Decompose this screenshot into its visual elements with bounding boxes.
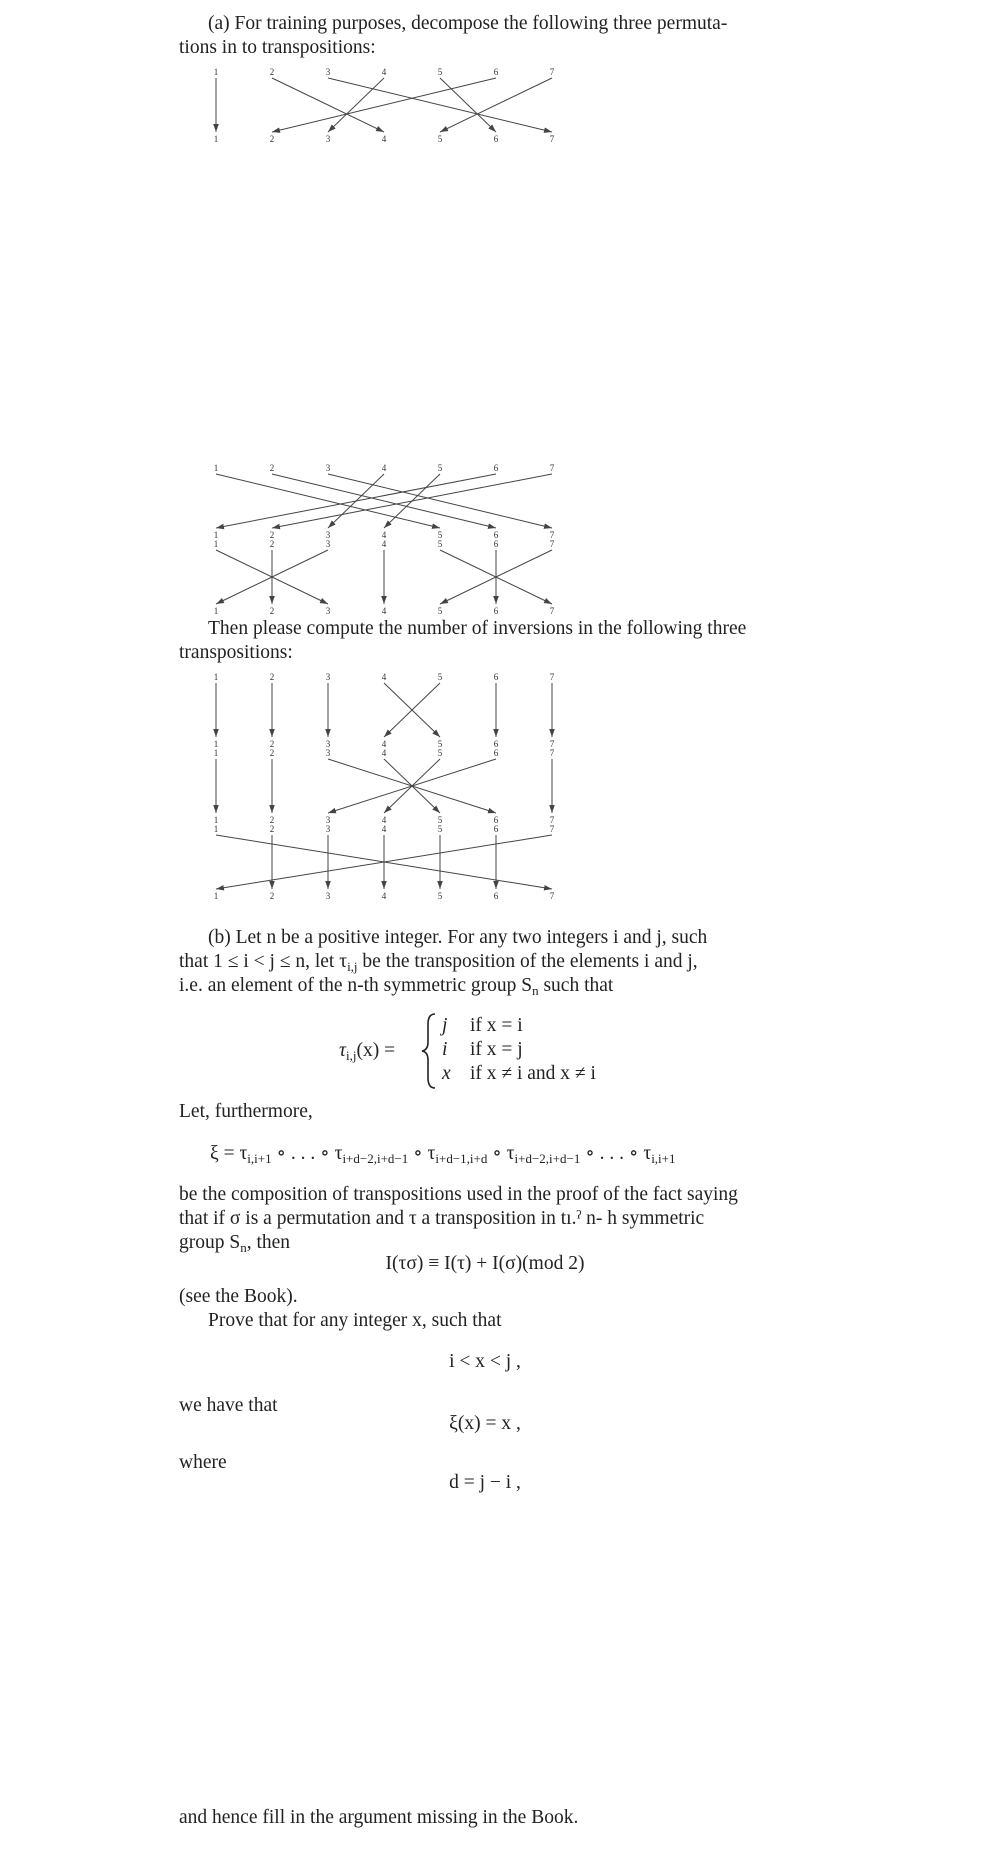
node-label-bottom: 4 (381, 891, 387, 901)
transposition-diagram-3 (0, 823, 995, 903)
part-a-line1: (a) For training purposes, decompose the following three permuta- (208, 13, 728, 34)
xi-fixed-formula: ξ(x) = x , (449, 1413, 521, 1434)
node-label-bottom: 4 (381, 739, 387, 749)
node-label-top: 7 (549, 463, 555, 473)
node-label-top: 3 (325, 748, 331, 758)
node-label-top: 6 (493, 748, 499, 758)
node-label-bottom: 1 (213, 815, 219, 825)
furthermore-text: Let, furthermore, (179, 1101, 313, 1122)
node-label-bottom: 4 (381, 606, 387, 616)
tau-definition-lhs: $\tau_{i,j}(x)$ = (339, 1040, 396, 1063)
case-condition: if x = j (470, 1039, 523, 1060)
node-label-bottom: 1 (213, 891, 219, 901)
node-label-top: 3 (325, 463, 331, 473)
node-label-bottom: 4 (381, 530, 387, 540)
node-label-bottom: 4 (381, 815, 387, 825)
node-label-top: 2 (269, 539, 275, 549)
node-label-top: 1 (213, 824, 219, 834)
node-label-top: 6 (493, 672, 499, 682)
prove-text: Prove that for any integer x, such that (208, 1310, 502, 1331)
mapping-arrow (272, 474, 496, 528)
node-label-top: 3 (325, 67, 331, 77)
node-label-top: 4 (381, 672, 387, 682)
node-label-top: 7 (549, 539, 555, 549)
where-text: where (179, 1452, 227, 1473)
xi-operator: ∘ . . . ∘ τ (580, 1143, 652, 1164)
node-label-bottom: 6 (493, 606, 499, 616)
xi-operator: ∘ τ (487, 1143, 515, 1164)
node-label-top: 5 (437, 748, 443, 758)
case-value: x (442, 1063, 451, 1084)
part-a-mid-line2: transpositions: (179, 642, 293, 663)
part-b-line2: that 1 ≤ i < j ≤ n, let $\tau_{i,j}$ be the transposition of the elements i and j, (179, 951, 698, 974)
xi-operator: ∘ τ (408, 1143, 436, 1164)
node-label-bottom: 3 (325, 739, 331, 749)
node-label-bottom: 5 (437, 606, 443, 616)
closing-text: and hence fill in the argument missing in the Book. (179, 1807, 579, 1828)
node-label-bottom: 3 (325, 815, 331, 825)
part-b-p2-line2: that if σ is a permutation and τ a transposition in tı.ˀ n- h symmetric (179, 1208, 705, 1229)
node-label-top: 6 (493, 824, 499, 834)
mapping-arrow (328, 78, 384, 132)
transposition-diagram-2 (0, 747, 995, 827)
node-label-bottom: 7 (549, 891, 555, 901)
node-label-top: 5 (437, 672, 443, 682)
xi-subscript: i,i+1 (651, 1151, 676, 1166)
node-label-bottom: 1 (213, 134, 219, 144)
part-b-p2-line3: group $S_n$, then (179, 1232, 291, 1255)
node-label-top: 5 (437, 824, 443, 834)
node-label-bottom: 6 (493, 134, 499, 144)
case-condition: if x = i (470, 1015, 523, 1036)
node-label-top: 4 (381, 539, 387, 549)
node-label-bottom: 7 (549, 815, 555, 825)
node-label-top: 4 (381, 824, 387, 834)
mapping-arrow (440, 78, 552, 132)
xi-subscript: i,i+1 (247, 1151, 272, 1166)
node-label-bottom: 7 (549, 134, 555, 144)
part-b-line1: (b) Let n be a positive integer. For any two integers i and j, such (208, 927, 708, 948)
case-condition: if x ≠ i and x ≠ i (470, 1063, 596, 1084)
d-definition-formula: d = j − i , (449, 1472, 521, 1493)
node-label-top: 7 (549, 672, 555, 682)
node-label-top: 4 (381, 463, 387, 473)
case-value: i (442, 1039, 448, 1060)
permutation-diagram-3 (0, 538, 995, 618)
node-label-bottom: 2 (269, 891, 275, 901)
node-label-top: 4 (381, 67, 387, 77)
node-label-bottom: 5 (437, 134, 443, 144)
part-a-line2: tions in to transpositions: (179, 37, 376, 58)
node-label-bottom: 5 (437, 739, 443, 749)
node-label-top: 7 (549, 748, 555, 758)
mapping-arrow (216, 474, 496, 528)
node-label-top: 3 (325, 539, 331, 549)
node-label-bottom: 3 (325, 134, 331, 144)
mapping-arrow (328, 78, 552, 132)
node-label-top: 6 (493, 539, 499, 549)
node-label-bottom: 5 (437, 815, 443, 825)
part-a-mid-line1: Then please compute the number of inversions in the following three (208, 618, 747, 639)
node-label-bottom: 1 (213, 739, 219, 749)
inequality-formula: i < x < j , (449, 1351, 521, 1372)
node-label-bottom: 1 (213, 606, 219, 616)
node-label-bottom: 5 (437, 530, 443, 540)
node-label-bottom: 3 (325, 530, 331, 540)
permutation-diagram-2 (0, 462, 995, 542)
mapping-arrow (440, 78, 496, 132)
see-book-text: (see the Book). (179, 1286, 298, 1307)
node-label-bottom: 6 (493, 815, 499, 825)
mapping-arrow (272, 78, 384, 132)
node-label-top: 4 (381, 748, 387, 758)
node-label-bottom: 3 (325, 606, 331, 616)
node-label-top: 3 (325, 824, 331, 834)
xi-subscript: i+d−2,i+d−1 (514, 1151, 581, 1166)
mapping-arrow (216, 474, 440, 528)
node-label-bottom: 7 (549, 530, 555, 540)
node-label-top: 6 (493, 67, 499, 77)
mapping-arrow (328, 474, 552, 528)
xi-operator: ∘ . . . ∘ τ (271, 1143, 343, 1164)
node-label-bottom: 2 (269, 134, 275, 144)
node-label-top: 2 (269, 824, 275, 834)
parity-formula: I(τσ) ≡ I(τ) + I(σ)(mod 2) (385, 1253, 585, 1274)
node-label-top: 5 (437, 463, 443, 473)
node-label-bottom: 6 (493, 530, 499, 540)
node-label-bottom: 6 (493, 891, 499, 901)
mapping-arrow (272, 78, 496, 132)
node-label-top: 1 (213, 672, 219, 682)
part-b-line3: i.e. an element of the n-th symmetric group $S_n$ such that (179, 975, 614, 998)
node-label-bottom: 6 (493, 739, 499, 749)
node-label-top: 5 (437, 67, 443, 77)
we-have-text: we have that (179, 1395, 278, 1416)
left-brace (420, 1012, 440, 1090)
node-label-top: 6 (493, 463, 499, 473)
part-b-p2-line1: be the composition of transpositions used in the proof of the fact saying (179, 1184, 738, 1205)
node-label-top: 7 (549, 824, 555, 834)
node-label-bottom: 3 (325, 891, 331, 901)
node-label-bottom: 2 (269, 530, 275, 540)
xi-formula: $\xi = \tau_{i,i+1}$ ∘ . . . ∘ $\tau_{i+d-2,i+d-1}$ ∘ $\tau_{i+d-1,i+d}$ ∘ $\tau_{i+d-2,i+d-1}$ ∘ . . . ∘ $\tau_{i,i+1}$ (210, 1143, 676, 1166)
xi-subscript: i+d−2,i+d−1 (342, 1151, 409, 1166)
node-label-bottom: 5 (437, 891, 443, 901)
node-label-bottom: 7 (549, 739, 555, 749)
node-label-top: 2 (269, 67, 275, 77)
node-label-bottom: 7 (549, 606, 555, 616)
node-label-top: 2 (269, 748, 275, 758)
node-label-bottom: 1 (213, 530, 219, 540)
node-label-bottom: 2 (269, 815, 275, 825)
node-label-top: 7 (549, 67, 555, 77)
node-label-top: 1 (213, 67, 219, 77)
node-label-top: 3 (325, 672, 331, 682)
node-label-bottom: 2 (269, 606, 275, 616)
node-label-bottom: 4 (381, 134, 387, 144)
node-label-top: 5 (437, 539, 443, 549)
node-label-top: 1 (213, 748, 219, 758)
permutation-diagram-1 (0, 66, 995, 146)
case-value: j (442, 1015, 448, 1036)
node-label-top: 2 (269, 463, 275, 473)
transposition-diagram-1 (0, 671, 995, 751)
node-label-top: 2 (269, 672, 275, 682)
node-label-top: 1 (213, 539, 219, 549)
xi-subscript: i+d−1,i+d (435, 1151, 488, 1166)
node-label-top: 1 (213, 463, 219, 473)
mapping-arrow (272, 474, 552, 528)
node-label-bottom: 2 (269, 739, 275, 749)
